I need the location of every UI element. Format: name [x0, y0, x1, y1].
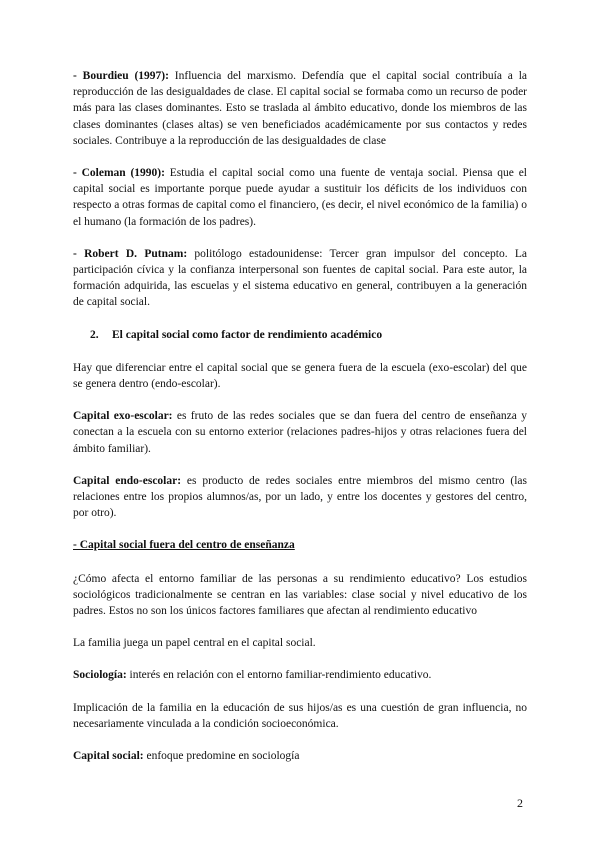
paragraph-text: es producto de redes sociales entre miembros del mismo centro (las relaciones entre los propios alumnos/as, por un lado, y entre los docentes y gestores del centro, por otro).	[73, 474, 527, 520]
page-number: 2	[517, 796, 523, 810]
paragraph-text: interés en relación con el entorno familiar-rendimiento educativo.	[126, 669, 432, 682]
term-label-endo: Capital endo-escolar:	[73, 474, 182, 487]
section-number: 2.	[90, 328, 99, 341]
author-label-bourdieu: - Bourdieu (1997):	[73, 70, 169, 82]
subsection-heading: - Capital social fuera del centro de enseñanza	[73, 539, 295, 552]
paragraph-implicacion: Implicación de la familia en la educación de sus hijos/as es una cuestión de gran influencia, no necesariamente vinculada a la condición socioeconómica.	[73, 701, 527, 730]
term-label-sociologia: Sociología:	[73, 669, 127, 682]
section-title: El capital social como factor de rendimiento académico	[112, 328, 383, 341]
paragraph-familia: La familia juega un papel central en el capital social.	[73, 637, 316, 650]
paragraph-diferenciar: Hay que diferenciar entre el capital social que se genera fuera de la escuela (exo-escolar) del que se genera dentro (endo-escolar).	[73, 361, 527, 391]
paragraph-text: Estudia el capital social como una fuente de ventaja social. Piensa que el capital social es importante porque puede ayudar a sustituir los déficits de los individuos con respecto a otras formas de capital como el financiero, (es decir, el nivel económico de la familia) o el humano (la formación de los padres).	[73, 167, 527, 228]
paragraph-capital-social	[73, 748, 527, 764]
term-label-exo: Capital exo-escolar:	[73, 410, 173, 423]
paragraph-text: Influencia del marxismo. Defendía que el capital social contribuía a la reproducción de las desigualdades de clase. El capital social se formaba como un recurso de poder más para las clases dominantes. Esto se traslada al ámbito educativo, donde los miembros de las clases dominantes (clases altas) se ven beneficiados académicamente por sus contactos y redes sociales. Contribuye a la reproducción de las desigualdades de clase	[73, 70, 527, 147]
paragraph-sociologia	[73, 667, 527, 683]
author-label-coleman: - Coleman (1990):	[73, 167, 165, 180]
section-heading	[90, 327, 527, 343]
paragraph-text: enfoque predomine en sociología	[143, 750, 300, 763]
term-label-capital-social: Capital social:	[73, 750, 144, 763]
paragraph-endo-escolar	[73, 473, 527, 522]
paragraph-exo-escolar	[73, 408, 527, 457]
paragraph-entorno: ¿Cómo afecta el entorno familiar de las personas a su rendimiento educativo? Los estudios sociológicos tradicionalmente se centran en las variables: clase social y nivel educativo de los padres. Estos no son los únicos factores familiares que afectan al rendimiento educativo	[73, 572, 527, 618]
page-content	[73, 68, 527, 780]
paragraph-text: politólogo estadounidense: Tercer gran impulsor del concepto. La participación cívica y la confianza interpersonal son fuentes de capital social. Para este autor, la formación adquirida, las escuelas y el sistema educativo en general, contribuyen a la generación de capital social.	[73, 247, 527, 309]
paragraph-coleman	[73, 165, 527, 230]
paragraph-putnam	[73, 246, 527, 311]
paragraph-text: es fruto de las redes sociales que se dan fuera del centro de enseñanza y conectan a la escuela con su entorno exterior (relaciones padres-hijos y otras relaciones fuera del ámbito familiar).	[73, 410, 527, 455]
paragraph-bourdieu	[73, 68, 527, 149]
author-label-putnam: - Robert D. Putnam:	[73, 247, 188, 260]
